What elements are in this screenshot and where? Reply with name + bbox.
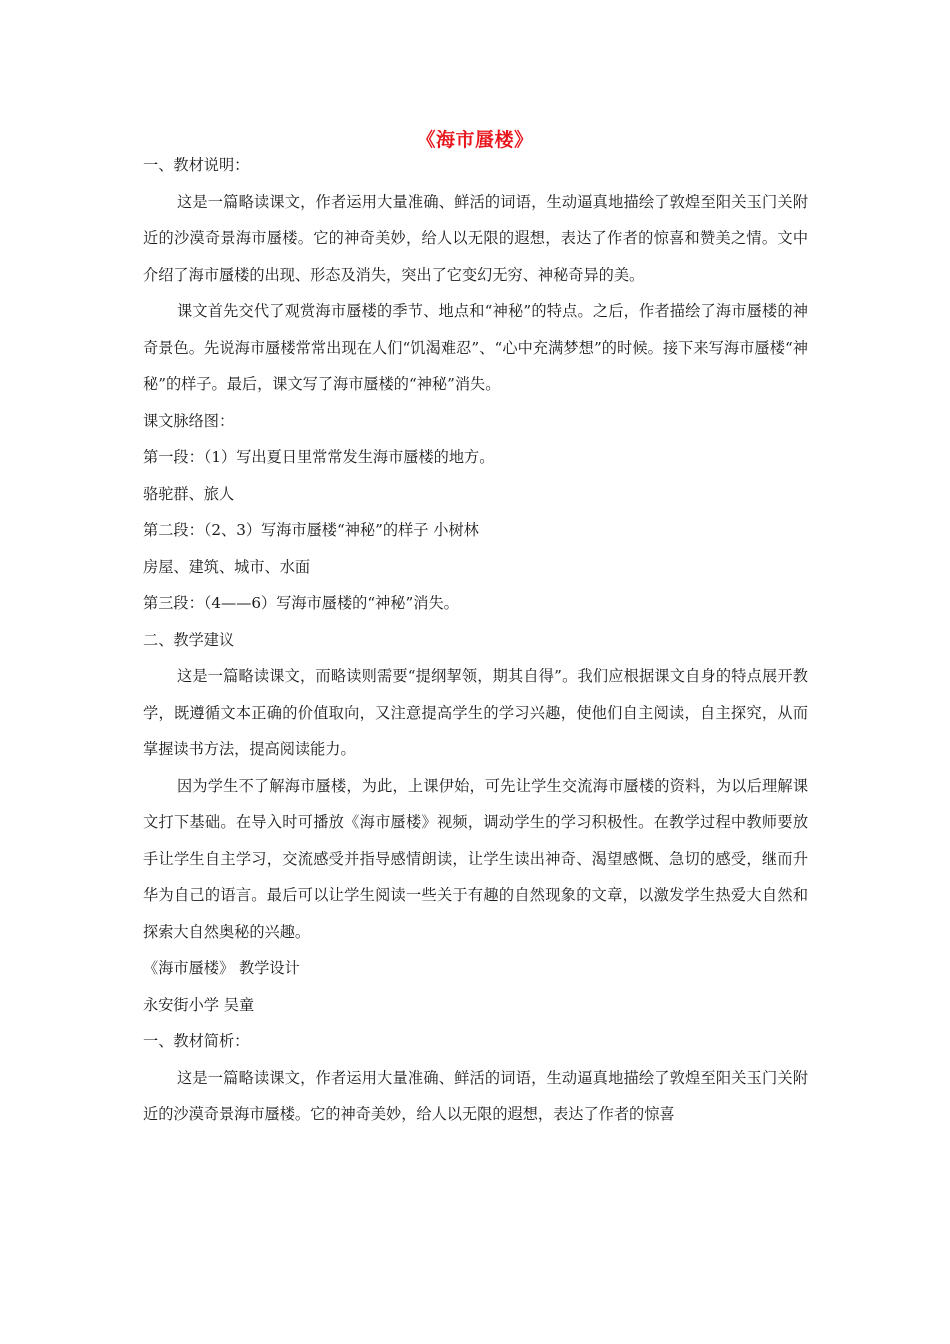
paragraph-teaching-process: 因为学生不了解海市蜃楼，为此，上课伊始，可先让学生交流海市蜃楼的资料，为以后理解课文打下基础。在导入时可播放《海市蜃楼》视频，调动学生的学习积极性。在教学过程中教师要放手让学生自主学习，交流感受并指导感情朗读，让学生读出神奇、渴望感慨、急切的感受，继而升华为自己的语言。最后可以让学生阅读一些关于有趣的自然现象的文章，以激发学生热爱大自然和探索大自然奥秘的兴趣。 <box>143 776 808 941</box>
outline-heading: 课文脉络图： <box>143 411 235 430</box>
outline-section-1-detail: 骆驼群、旅人 <box>143 484 235 503</box>
paragraph-text-structure: 课文首先交代了观赏海市蜃楼的季节、地点和“神秘”的特点。之后，作者描绘了海市蜃楼的神奇景色。先说海市蜃楼常常出现在人们“饥渴难忍”、“心中充满梦想”的时候。接下来写海市蜃楼“神秘”的样子。最后，课文写了海市蜃楼的“神秘”消失。 <box>143 302 808 393</box>
paragraph-suggestions: 这是一篇略读课文，而略读则需要“提纲挈领，期其自得”。我们应根据课文自身的特点展开教学，既遵循文本正确的价值取向，又注意提高学生的学习兴趣，使他们自主阅读，自主探究，从而掌握读书方法，提高阅读能力。 <box>143 667 808 758</box>
author-line: 永安街小学 吴童 <box>143 995 255 1014</box>
paragraph-materials-intro: 这是一篇略读课文，作者运用大量准确、鲜活的词语，生动逼真地描绘了敦煌至阳关玉门关附近的沙漠奇景海市蜃楼。它的神奇美妙，给人以无限的遐想，表达了作者的惊喜和赞美之情。文中介绍了海市蜃楼的出现、形态及消失，突出了它变幻无穷、神秘奇异的美。 <box>143 192 808 284</box>
section-heading-materials: 一、教材说明： <box>143 156 250 174</box>
section-heading-suggestions: 二、教学建议 <box>143 630 235 649</box>
outline-section-2-detail: 房屋、建筑、城市、水面 <box>143 557 311 576</box>
section-heading-analysis: 一、教材简析： <box>143 1032 250 1050</box>
outline-section-3: 第三段：（4——6）写海市蜃楼的“神秘”消失。 <box>143 594 459 612</box>
design-title: 《海市蜃楼》 教学设计 <box>143 959 300 977</box>
outline-section-1: 第一段：（1）写出夏日里常常发生海市蜃楼的地方。 <box>143 448 495 466</box>
paragraph-analysis: 这是一篇略读课文，作者运用大量准确、鲜活的词语，生动逼真地描绘了敦煌至阳关玉门关附近的沙漠奇景海市蜃楼。它的神奇美妙，给人以无限的遐想，表达了作者的惊喜 <box>143 1068 808 1123</box>
outline-section-2: 第二段：（2、3）写海市蜃楼“神秘”的样子 小树林 <box>143 521 479 539</box>
document-title: 《海市蜃楼》 <box>416 129 534 151</box>
document-body <box>143 147 808 1133</box>
